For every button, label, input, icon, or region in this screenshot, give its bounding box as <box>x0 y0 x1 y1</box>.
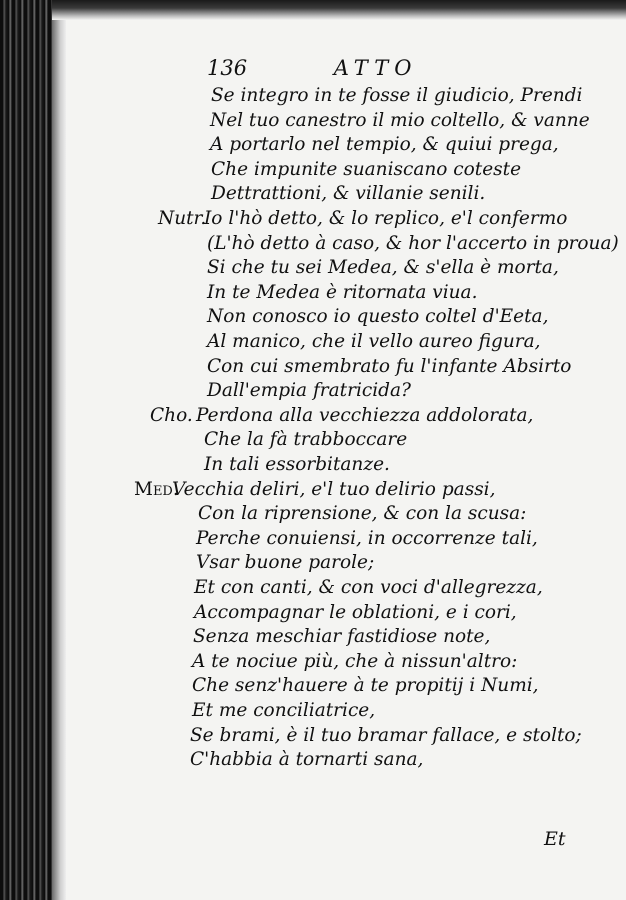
page-gutter <box>52 0 66 900</box>
verse-line: Non conosco io questo coltel d'Eeta, <box>207 306 549 328</box>
speaker-label: Cho. <box>150 404 193 426</box>
verse-line: Dall'empia fratricida? <box>207 380 411 402</box>
verse-line: (L'hò detto à caso, & hor l'accerto in proua) <box>207 232 619 254</box>
verse-line: Perdona alla vecchiezza addolorata, <box>196 404 534 426</box>
verse-line: A te nociue più, che à nissun'altro: <box>192 650 518 672</box>
verse-line: In te Medea è ritornata viua. <box>207 281 478 303</box>
verse-line: Se brami, è il tuo bramar fallace, e stolto; <box>190 724 582 746</box>
verse-line: In tali essorbitanze. <box>204 454 390 475</box>
book-spine <box>0 0 52 900</box>
speaker-label: Med. <box>134 478 179 500</box>
verse-line: Et con canti, & con voci d'allegrezza, <box>194 577 543 598</box>
verse-line: Che impunite suaniscano coteste <box>211 158 522 180</box>
verse-line: Si che tu sei Medea, & s'ella è morta, <box>207 257 559 279</box>
page-number: 136 <box>207 56 248 80</box>
speaker-label: Nutr. <box>158 208 207 229</box>
verse-line: Vsar buone parole; <box>196 552 375 574</box>
verse-line: Io l'hò detto, & lo replico, e'l confermo <box>204 208 568 229</box>
verse-line: Se integro in te fosse il giudicio, Prendi <box>211 85 583 106</box>
verse-line: A portarlo nel tempio, & quiui prega, <box>210 134 559 156</box>
verse-line: Accompagnar le oblationi, e i cori, <box>194 601 517 623</box>
verse-line: Perche conuiensi, in occorrenze tali, <box>196 527 538 549</box>
verse-line: Nel tuo canestro il mio coltello, & vanne <box>210 109 590 131</box>
verse-line: C'habbia à tornarti sana, <box>190 749 424 771</box>
verse-line: Con cui smembrato fu l'infante Absirto <box>207 355 572 377</box>
verse-line: Che senz'hauere à te propitij i Numi, <box>192 675 539 697</box>
verse-line: Che la fà trabboccare <box>204 429 408 451</box>
verse-line: Al manico, che il vello aureo figura, <box>207 331 541 352</box>
verse-line: Con la riprensione, & con la scusa: <box>198 503 527 525</box>
running-title: ATTO <box>333 56 418 80</box>
verse-line: Dettrattioni, & villanie senili. <box>211 183 486 205</box>
verse-line: Vecchia deliri, e'l tuo delirio passi, <box>172 478 496 500</box>
verse-line: Et me conciliatrice, <box>192 700 376 721</box>
page-top-edge <box>52 0 626 20</box>
verse-line: Senza meschiar fastidiose note, <box>193 626 491 648</box>
running-header <box>207 56 417 80</box>
catchword: Et <box>544 828 566 850</box>
